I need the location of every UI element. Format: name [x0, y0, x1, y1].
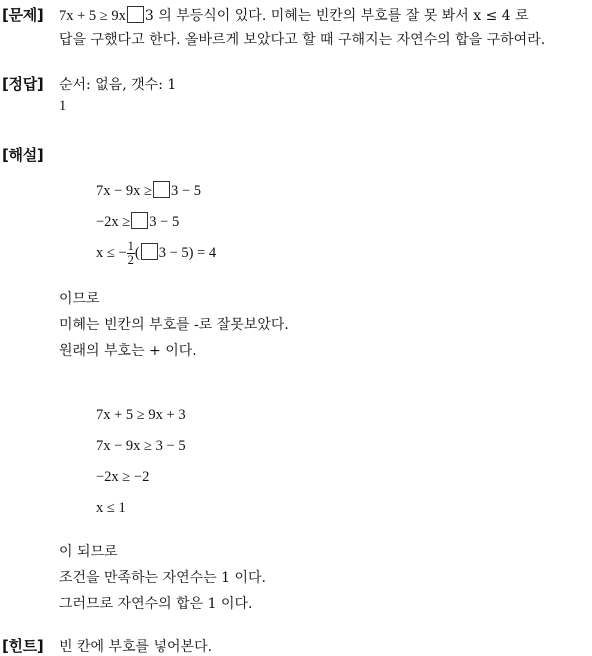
equation-2-left: −2x ≥ — [96, 214, 131, 230]
explanation-text-1: 이므로 — [59, 291, 100, 307]
blank-box — [153, 181, 170, 198]
explanation-text-3: 원래의 부호는 + 이다. — [59, 343, 197, 359]
explanation-text-6: 그러므로 자연수의 합은 1 이다. — [59, 596, 253, 612]
equation-3-left: x ≤ − — [96, 244, 127, 261]
explanation-text-4: 이 되므로 — [59, 544, 118, 560]
problem-line-1-rest: 3 의 부등식이 있다. 미혜는 빈칸의 부호를 잘 못 봐서 x ≤ 4 로 — [144, 8, 529, 24]
answer-label: [정답] — [2, 75, 44, 93]
explanation-text-5: 조건을 만족하는 자연수는 1 이다. — [59, 570, 266, 586]
equation-6: −2x ≥ −2 — [96, 469, 150, 485]
fraction-denominator: 2 — [127, 253, 134, 268]
equation-2-right: 3 − 5 — [149, 214, 180, 230]
equation-2 — [96, 212, 179, 231]
blank-box — [131, 212, 148, 229]
hint-text: 빈 칸에 부호를 넣어본다. — [59, 639, 213, 655]
problem-label: [문제] — [2, 6, 44, 24]
hint-label: [힌트] — [2, 637, 44, 655]
equation-4: 7x + 5 ≥ 9x + 3 — [96, 407, 186, 423]
equation-1-left: 7x − 9x ≥ — [96, 183, 153, 199]
equation-1-right: 3 − 5 — [171, 183, 201, 199]
problem-line-2: 답을 구했다고 한다. 올바르게 보았다고 할 때 구해지는 자연수의 합을 구하여라. — [59, 32, 546, 48]
explanation-text-2: 미혜는 빈칸의 부호를 -로 잘못보았다. — [59, 317, 289, 333]
equation-5: 7x − 9x ≥ 3 − 5 — [96, 438, 186, 454]
fraction-numerator: 1 — [127, 239, 134, 253]
blank-box — [141, 243, 158, 260]
problem-inequality-left: 7x + 5 ≥ 9x — [59, 8, 126, 24]
problem-line-1 — [59, 5, 529, 25]
equation-1 — [96, 181, 201, 200]
equation-3 — [96, 240, 216, 267]
equation-7: x ≤ 1 — [96, 500, 126, 516]
explanation-label: [해설] — [2, 146, 44, 164]
blank-box — [127, 6, 144, 23]
equation-3-right: 3 − 5) = 4 — [158, 244, 217, 261]
equation-3-paren: ( — [134, 244, 140, 261]
fraction-one-half — [127, 240, 135, 267]
answer-value: 1 — [59, 98, 67, 114]
answer-line-1: 순서: 없음, 갯수: 1 — [59, 77, 177, 93]
